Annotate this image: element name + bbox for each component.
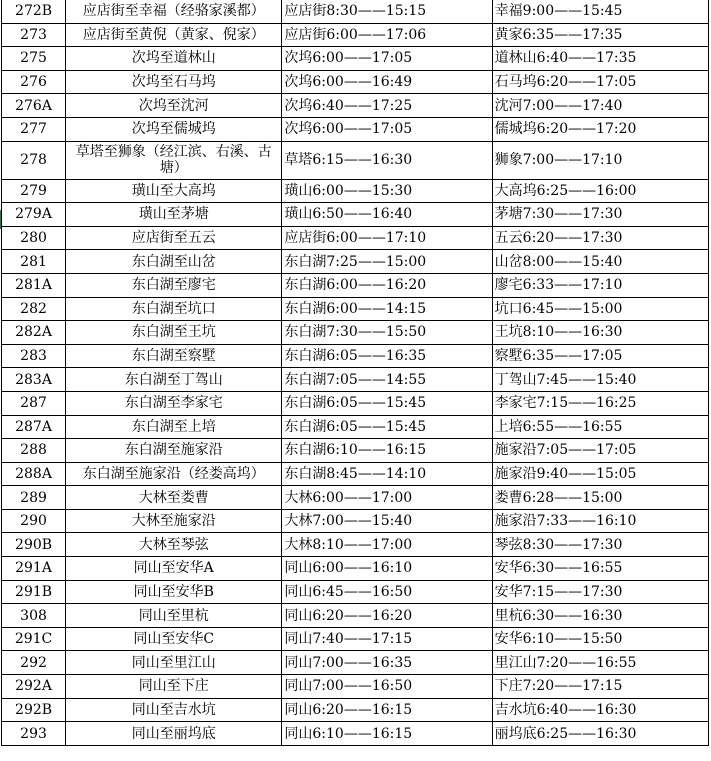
last-departure-cell: 安华6:10——15:50 [492, 627, 708, 651]
last-departure-cell: 施家沿7:05——17:05 [492, 439, 708, 463]
route-name-cell: 次坞至石马坞 [66, 70, 282, 94]
route-number-cell: 291C [2, 627, 66, 651]
route-number-cell: 288 [2, 439, 66, 463]
route-name-cell: 东白湖至上培 [66, 415, 282, 439]
last-departure-cell: 琴弦8:30——17:30 [492, 533, 708, 557]
first-departure-cell: 东白湖6:10——16:15 [282, 439, 492, 463]
route-name-cell: 同山至安华C [66, 627, 282, 651]
first-departure-cell: 同山6:10——16:15 [282, 722, 492, 746]
table-row [2, 321, 709, 345]
route-number-cell: 287 [2, 391, 66, 415]
route-number-cell: 308 [2, 604, 66, 628]
route-name-cell: 次坞至沈河 [66, 94, 282, 118]
route-number-cell: 292 [2, 651, 66, 675]
route-number-cell: 287A [2, 415, 66, 439]
first-departure-cell: 东白湖6:00——16:20 [282, 273, 492, 297]
last-departure-cell: 上培6:55——16:55 [492, 415, 708, 439]
route-number-cell: 288A [2, 462, 66, 486]
table-row [2, 698, 709, 722]
first-departure-cell: 次坞6:40——17:25 [282, 94, 492, 118]
last-departure-cell: 丁驾山7:45——15:40 [492, 368, 708, 392]
route-number-cell: 289 [2, 486, 66, 510]
last-departure-cell: 坑口6:45——15:00 [492, 297, 708, 321]
table-row [2, 47, 709, 71]
first-departure-cell: 应店街6:00——17:10 [282, 226, 492, 250]
route-number-cell: 283 [2, 344, 66, 368]
first-departure-cell: 东白湖8:45——14:10 [282, 462, 492, 486]
last-departure-cell: 安华7:15——17:30 [492, 580, 708, 604]
route-number-cell: 272B [2, 0, 66, 23]
table-row [2, 651, 709, 675]
table-row [2, 486, 709, 510]
route-name-cell: 璜山至茅塘 [66, 203, 282, 227]
last-departure-cell: 道林山6:40——17:35 [492, 47, 708, 71]
table-row [2, 462, 709, 486]
route-number-cell: 281A [2, 273, 66, 297]
first-departure-cell: 应店街8:30——15:15 [282, 0, 492, 23]
route-name-cell: 东白湖至廖宅 [66, 273, 282, 297]
route-name-cell: 同山至吉水坑 [66, 698, 282, 722]
last-departure-cell: 里江山7:20——16:55 [492, 651, 708, 675]
last-departure-cell: 里杭6:30——16:30 [492, 604, 708, 628]
route-number-cell: 280 [2, 226, 66, 250]
route-name-cell: 次坞至道林山 [66, 47, 282, 71]
route-number-cell: 290 [2, 509, 66, 533]
first-departure-cell: 东白湖6:00——14:15 [282, 297, 492, 321]
first-departure-cell: 东白湖7:30——15:50 [282, 321, 492, 345]
route-name-cell: 同山至安华A [66, 557, 282, 581]
last-departure-cell: 娄曹6:28——15:00 [492, 486, 708, 510]
route-name-cell: 次坞至儒城坞 [66, 117, 282, 141]
route-name-cell: 同山至里杭 [66, 604, 282, 628]
table-row [2, 368, 709, 392]
first-departure-cell: 同山6:45——16:50 [282, 580, 492, 604]
route-name-cell: 璜山至大高坞 [66, 179, 282, 203]
table-row [2, 722, 709, 746]
first-departure-cell: 次坞6:00——16:49 [282, 70, 492, 94]
table-row [2, 675, 709, 699]
table-row [2, 203, 709, 227]
first-departure-cell: 大林7:00——15:40 [282, 509, 492, 533]
table-row [2, 226, 709, 250]
first-departure-cell: 同山6:20——16:20 [282, 604, 492, 628]
route-name-cell: 东白湖至李家宅 [66, 391, 282, 415]
last-departure-cell: 沈河7:00——17:40 [492, 94, 708, 118]
table-row [2, 297, 709, 321]
last-departure-cell: 五云6:20——17:30 [492, 226, 708, 250]
route-number-cell: 278 [2, 141, 66, 179]
first-departure-cell: 东白湖6:05——15:45 [282, 391, 492, 415]
route-number-cell: 277 [2, 117, 66, 141]
route-name-cell: 同山至里江山 [66, 651, 282, 675]
route-name-cell: 应店街至幸福（经骆家溪都） [66, 0, 282, 23]
route-number-cell: 273 [2, 23, 66, 47]
table-row [2, 415, 709, 439]
route-name-cell: 大林至施家沿 [66, 509, 282, 533]
schedule-rows [2, 0, 709, 745]
route-name-cell: 东白湖至山岔 [66, 250, 282, 274]
route-number-cell: 292B [2, 698, 66, 722]
table-row [2, 344, 709, 368]
route-name-cell: 同山至安华B [66, 580, 282, 604]
route-number-cell: 281 [2, 250, 66, 274]
first-departure-cell: 璜山6:50——16:40 [282, 203, 492, 227]
last-departure-cell: 吉水坑6:40——16:30 [492, 698, 708, 722]
route-name-cell: 东白湖至王坑 [66, 321, 282, 345]
first-departure-cell: 璜山6:00——15:30 [282, 179, 492, 203]
last-departure-cell: 廖宅6:33——17:10 [492, 273, 708, 297]
table-row [2, 179, 709, 203]
first-departure-cell: 草塔6:15——16:30 [282, 141, 492, 179]
first-departure-cell: 东白湖6:05——16:35 [282, 344, 492, 368]
last-departure-cell: 施家沿7:33——16:10 [492, 509, 708, 533]
table-row [2, 627, 709, 651]
route-number-cell: 275 [2, 47, 66, 71]
last-departure-cell: 施家沿9:40——15:05 [492, 462, 708, 486]
last-departure-cell: 茅塘7:30——17:30 [492, 203, 708, 227]
route-number-cell: 282 [2, 297, 66, 321]
route-name-cell: 同山至丽坞底 [66, 722, 282, 746]
route-number-cell: 279A [2, 203, 66, 227]
route-name-cell: 大林至琴弦 [66, 533, 282, 557]
last-departure-cell: 王坑8:10——16:30 [492, 321, 708, 345]
route-number-cell: 291A [2, 557, 66, 581]
table-row [2, 23, 709, 47]
first-departure-cell: 应店街6:00——17:06 [282, 23, 492, 47]
first-departure-cell: 次坞6:00——17:05 [282, 47, 492, 71]
table-row [2, 141, 709, 179]
route-name-cell: 应店街至五云 [66, 226, 282, 250]
table-row [2, 509, 709, 533]
first-departure-cell: 东白湖6:05——15:45 [282, 415, 492, 439]
route-name-cell: 东白湖至施家沿（经娄高坞） [66, 462, 282, 486]
route-name-cell: 东白湖至丁驾山 [66, 368, 282, 392]
table-row [2, 557, 709, 581]
route-number-cell: 276A [2, 94, 66, 118]
table-row [2, 533, 709, 557]
first-departure-cell: 次坞6:00——17:05 [282, 117, 492, 141]
last-departure-cell: 幸福9:00——15:45 [492, 0, 708, 23]
first-departure-cell: 同山7:40——17:15 [282, 627, 492, 651]
last-departure-cell: 狮象7:00——17:10 [492, 141, 708, 179]
route-name-cell: 同山至下庄 [66, 675, 282, 699]
last-departure-cell: 儒城坞6:20——17:20 [492, 117, 708, 141]
route-number-cell: 279 [2, 179, 66, 203]
table-row [2, 94, 709, 118]
first-departure-cell: 同山6:00——16:10 [282, 557, 492, 581]
first-departure-cell: 东白湖7:05——14:55 [282, 368, 492, 392]
table-row [2, 391, 709, 415]
first-departure-cell: 同山6:20——16:15 [282, 698, 492, 722]
table-row [2, 439, 709, 463]
table-row [2, 0, 709, 23]
last-departure-cell: 石马坞6:20——17:05 [492, 70, 708, 94]
last-departure-cell: 李家宅7:15——16:25 [492, 391, 708, 415]
table-row [2, 580, 709, 604]
last-departure-cell: 大高坞6:25——16:00 [492, 179, 708, 203]
table-row [2, 604, 709, 628]
last-departure-cell: 察墅6:35——17:05 [492, 344, 708, 368]
last-departure-cell: 安华6:30——16:55 [492, 557, 708, 581]
first-departure-cell: 同山7:00——16:50 [282, 675, 492, 699]
route-number-cell: 283A [2, 368, 66, 392]
route-name-cell: 草塔至狮象（经江滨、右溪、古塘） [66, 141, 282, 179]
route-name-cell: 东白湖至施家沿 [66, 439, 282, 463]
route-name-cell: 东白湖至察墅 [66, 344, 282, 368]
last-departure-cell: 山岔8:00——15:40 [492, 250, 708, 274]
route-name-cell: 应店街至黄倪（黄家、倪家） [66, 23, 282, 47]
last-departure-cell: 下庄7:20——17:15 [492, 675, 708, 699]
table-row [2, 273, 709, 297]
route-number-cell: 292A [2, 675, 66, 699]
table-row [2, 117, 709, 141]
bus-schedule-table [1, 0, 709, 746]
first-departure-cell: 大林8:10——17:00 [282, 533, 492, 557]
route-name-cell: 东白湖至坑口 [66, 297, 282, 321]
table-row [2, 250, 709, 274]
route-number-cell: 290B [2, 533, 66, 557]
first-departure-cell: 同山7:00——16:35 [282, 651, 492, 675]
route-number-cell: 293 [2, 722, 66, 746]
table-row [2, 70, 709, 94]
route-name-cell: 大林至娄曹 [66, 486, 282, 510]
first-departure-cell: 东白湖7:25——15:00 [282, 250, 492, 274]
last-departure-cell: 黄家6:35——17:35 [492, 23, 708, 47]
route-number-cell: 282A [2, 321, 66, 345]
route-number-cell: 291B [2, 580, 66, 604]
first-departure-cell: 大林6:00——17:00 [282, 486, 492, 510]
last-departure-cell: 丽坞底6:25——16:30 [492, 722, 708, 746]
route-number-cell: 276 [2, 70, 66, 94]
